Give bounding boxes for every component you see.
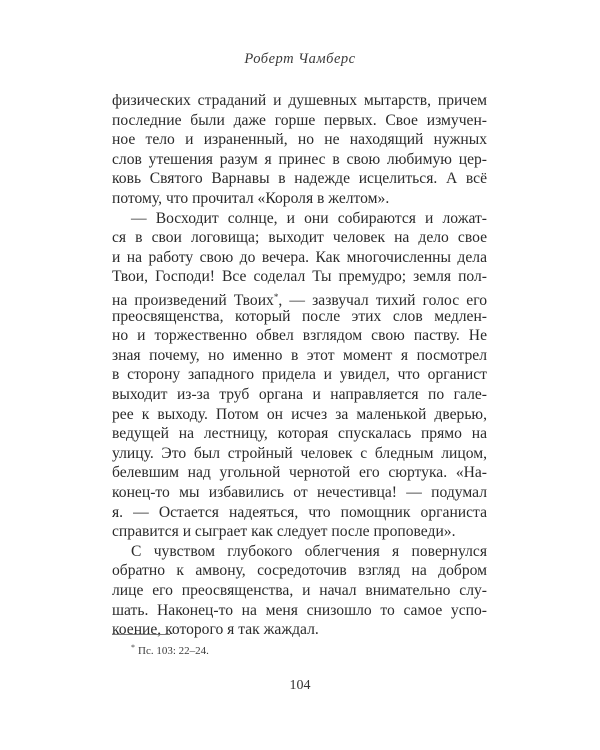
text-line: зная почему, но именно в этот момент я посмотрел [112,346,487,364]
text-line: белевшим над угольной чернотой его сюртука. «На- [112,464,487,482]
text-line: я. — Остается надеяться, что помощник органиста [112,503,487,521]
footnote-divider [112,634,170,635]
text-line: — Восходит солнце, и они собираются и ложат- [131,209,487,227]
text-line: конец-то мы избавились от нечестивца! — подумал [112,484,487,501]
text-line: потому, что прочитал «Короля в желтом». [112,190,390,207]
page-number: 104 [289,678,311,693]
footnote-marker: * [131,643,135,652]
text-line: обратно к амвону, сосредоточив взгляд на добром [112,562,487,580]
text-line: рее к выходу. Потом он исчез за маленькой дверью, [112,405,487,423]
text-line: улицу. Это был стройный человек с бледным лицом, [112,444,487,462]
text-line: ковь Святого Варнавы в надежде исцелиться. А всё [112,170,487,188]
text-line: Твои, Господи! Все соделал Ты премудро; земля пол- [112,268,487,286]
text-line: но и торжественно обвел взглядом свою паству. Не [112,327,487,345]
footnote-text: Пс. 103: 22–24. [138,645,209,657]
text-line: ведущей на лестницу, которая спускалась прямо на [112,425,487,443]
text-line: физических страданий и душевных мытарств, причем [112,92,487,109]
text-line: выходит из-за труб органа и направляется по гале- [112,386,487,403]
text-line: на произведений Твоих*, — зазвучал тихий голос его [112,292,487,309]
text-line: преосвященства, который после этих слов медлен- [112,307,487,325]
text-line: ное тело и израненный, но не находящий нужных [112,131,487,149]
text-line: ся в свои логовища; выходит человек на дело свое [112,229,487,247]
footnote [131,641,209,658]
text-line: С чувством глубокого облегчения я повернулся [131,542,487,560]
text-line: лице его преосвященства, и начал внимательно слу- [112,582,487,599]
running-header-author: Роберт Чамберс [244,51,356,67]
text-line: и на работу свою до вечера. Как многочисленны дела [112,248,487,266]
text-line: слов утешения разум я принес в свою любимую цер- [112,150,487,168]
text-line: справится и сыграет как следует после проповеди». [112,523,456,541]
text-line: последние были даже горше первых. Свое измучен- [112,111,487,129]
text-line: шать. Наконец-то на меня снизошло то самое успо- [112,601,487,619]
text-line: коение, которого я так жаждал. [112,621,319,639]
footnote-reference: * [273,292,279,302]
text-line: в сторону западного придела и увидел, что органист [112,366,487,384]
